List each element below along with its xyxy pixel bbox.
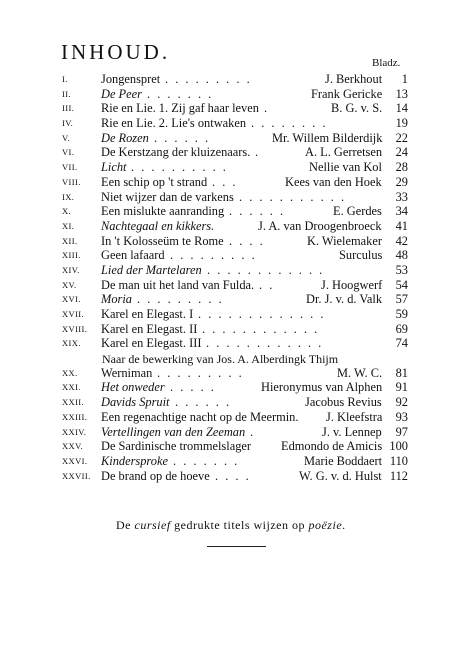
toc-leader-dots: . . . . . .: [154, 130, 211, 145]
toc-author: Nellie van Kol: [309, 160, 382, 175]
toc-row: [62, 248, 408, 263]
toc-page-number: 74: [395, 336, 408, 351]
toc-title: Lied der Martelaren: [101, 262, 202, 277]
toc-page-number: 93: [395, 409, 408, 424]
toc-page-number: 97: [395, 424, 408, 439]
toc-leader-dots: . .: [259, 277, 275, 292]
toc-row: [62, 131, 408, 146]
toc-page-number: 22: [395, 130, 408, 145]
toc-row: [62, 395, 408, 410]
toc-title: Karel en Elegast. III: [101, 336, 202, 351]
toc-title: De Peer: [101, 86, 142, 101]
toc-author: W. G. v. d. Hulst: [299, 468, 382, 483]
toc-row: [62, 145, 408, 160]
toc-page-number: 28: [395, 160, 408, 175]
toc-row: [62, 116, 408, 131]
toc-leader-dots: .: [250, 424, 256, 439]
footnote-text-start: De: [116, 518, 131, 532]
toc-number: XVII.: [62, 309, 85, 319]
toc-page-number: 54: [395, 277, 408, 292]
toc-title: Moria: [101, 292, 132, 307]
toc-page-number: 24: [395, 145, 408, 160]
toc-number: XV.: [62, 279, 77, 290]
toc-leader-dots: .: [255, 145, 261, 160]
toc-leader-dots: . . . . . . . . . . . .: [202, 321, 320, 336]
toc-page-number: 19: [395, 116, 408, 131]
toc-leader-dots: . . . .: [229, 233, 265, 248]
toc-number: XXV.: [62, 441, 84, 452]
toc-author: A. L. Gerretsen: [305, 145, 383, 160]
toc-author: Kees van den Hoek: [285, 174, 382, 189]
toc-title: De Rozen: [101, 130, 149, 145]
toc-row: [62, 278, 408, 293]
toc-author: J. Berkhout: [325, 72, 383, 86]
toc-number: XXI.: [62, 382, 81, 393]
toc-row: [62, 263, 408, 278]
toc-title: De man uit het land van Fulda.: [101, 277, 255, 292]
toc-leader-dots: . . . . . .: [175, 395, 232, 410]
toc-row: [62, 410, 408, 425]
toc-author: Marie Boddaert: [304, 453, 383, 468]
toc-row: [62, 204, 408, 219]
toc-page-number: 14: [395, 101, 408, 116]
toc-page-number: 57: [395, 292, 408, 307]
toc-number: XXVI.: [62, 455, 88, 466]
toc-page-number: 34: [395, 204, 408, 219]
toc-leader-dots: . . . . . . . .: [251, 116, 328, 131]
toc-title: Karel en Elegast. II: [101, 321, 198, 336]
footnote-text-middle: gedrukte titels wijzen op: [174, 518, 305, 532]
toc-author: J. Kleefstra: [326, 409, 383, 424]
page-column-label: Bladz.: [372, 57, 401, 69]
toc-row: [62, 366, 408, 381]
toc-title: Kindersproke: [101, 453, 168, 468]
toc-title: Davids Spruit: [101, 395, 170, 410]
toc-page-number: 81: [395, 365, 408, 380]
source-note: Naar de bewerking van Jos. A. Alberdingk Thijm: [102, 351, 339, 366]
toc-page-number: 69: [395, 321, 408, 336]
toc-author: E. Gerdes: [333, 204, 382, 219]
toc-leader-dots: . . . . . . . . . . . .: [206, 336, 324, 351]
toc-number: XXII.: [62, 397, 85, 408]
toc-row: [62, 160, 408, 175]
toc-author: Dr. J. v. d. Valk: [306, 292, 383, 307]
toc-page-number: 110: [389, 453, 408, 468]
toc-page-number: 53: [395, 262, 408, 277]
toc-row: [62, 336, 408, 351]
toc-number: XVI.: [62, 294, 81, 305]
toc-title: Jongenspret: [101, 72, 161, 86]
toc-author: J. A. van Droogenbroeck: [258, 218, 382, 233]
toc-number: XXIV.: [62, 426, 87, 437]
toc-title: Niet wijzer dan de varkens: [101, 189, 234, 204]
toc-page-number: 59: [395, 307, 408, 321]
toc-row: [62, 425, 408, 440]
toc-leader-dots: . . . . . . . . .: [165, 72, 252, 86]
toc-row: [62, 292, 408, 307]
toc-number: XIV.: [62, 264, 80, 275]
toc-number: X.: [62, 206, 72, 217]
toc-author: Mr. Willem Bilderdijk: [272, 130, 383, 145]
toc-title: Karel en Elegast. I: [101, 307, 194, 321]
toc-number: XX.: [62, 367, 78, 378]
toc-title: Rie en Lie. 1. Zij gaf haar leven: [101, 101, 259, 116]
page-title: INHOUD.: [61, 40, 171, 64]
toc-row: [62, 190, 408, 205]
toc-leader-dots: .: [264, 101, 270, 116]
toc-leader-dots: . . . . . .: [229, 204, 286, 219]
toc-row: [62, 234, 408, 249]
toc-row: [62, 439, 408, 454]
toc-leader-dots: . . . . . . . . .: [157, 365, 244, 380]
toc-page-number: 33: [395, 189, 408, 204]
toc-list: [62, 72, 408, 483]
toc-title: Vertellingen van den Zeeman: [101, 424, 246, 439]
footnote: [116, 518, 346, 533]
toc-title: Een mislukte aanranding: [101, 204, 225, 219]
toc-number: XI.: [62, 220, 75, 231]
toc-leader-dots: . . . . . . . . . .: [131, 160, 228, 175]
toc-page-number: 92: [395, 395, 408, 410]
toc-leader-dots: . . . . .: [170, 380, 216, 395]
toc-leader-dots: . . . . . . . . . . . .: [207, 262, 325, 277]
toc-author: K. Wielemaker: [307, 233, 382, 248]
toc-author: J. v. Lennep: [322, 424, 382, 439]
toc-row: [62, 175, 408, 190]
toc-title: Nachtegaal en kikkers.: [101, 218, 215, 233]
toc-number: VI.: [62, 147, 75, 158]
toc-number: XIII.: [62, 250, 81, 261]
toc-author: Edmondo de Amicis: [281, 439, 383, 454]
toc-title: De Sardinische trommelslager: [101, 439, 252, 454]
toc-leader-dots: . . . . . . . . .: [170, 248, 257, 263]
toc-page-number: 91: [395, 380, 408, 395]
toc-author: Jacobus Revius: [305, 395, 382, 410]
toc-number: I.: [62, 74, 68, 84]
toc-row: [62, 101, 408, 116]
toc-title: De Kerstzang der kluizenaars.: [101, 145, 251, 160]
toc-title: In 't Kolosseüm te Rome: [101, 233, 224, 248]
toc-author: Hieronymus van Alphen: [261, 380, 383, 395]
toc-row: [62, 380, 408, 395]
toc-title: Geen lafaard: [101, 248, 165, 263]
footnote-italic-word-2: poëzie: [308, 518, 343, 532]
toc-page-number: 48: [395, 248, 408, 263]
toc-number: V.: [62, 132, 70, 143]
footnote-italic-word: cursief: [134, 518, 171, 532]
toc-title: De brand op de hoeve: [101, 468, 210, 483]
toc-author: J. Hoogwerf: [321, 277, 383, 292]
toc-leader-dots: . . .: [212, 174, 238, 189]
toc-title: Het onweder: [101, 380, 165, 395]
toc-page-number: 13: [395, 86, 408, 101]
toc-number: XVIII.: [62, 323, 88, 334]
toc-row: [62, 219, 408, 234]
toc-number: II.: [62, 88, 71, 99]
toc-row: [62, 72, 408, 87]
footnote-text-end: .: [342, 518, 346, 532]
toc-row: [62, 307, 408, 322]
toc-title: Een regenachtige nacht op de Meermin.: [101, 409, 299, 424]
toc-leader-dots: . . . . . . . . .: [137, 292, 224, 307]
toc-page-number: 112: [389, 468, 408, 483]
toc-number: XXIII.: [62, 411, 88, 422]
toc-number: XXVII.: [62, 470, 91, 481]
toc-author: B. G. v. S.: [331, 101, 383, 116]
toc-number: VIII.: [62, 176, 81, 187]
toc-row: [62, 454, 408, 469]
toc-leader-dots: . . . . . . .: [173, 453, 240, 468]
toc-leader-dots: . . . . . . .: [147, 86, 214, 101]
toc-row: [62, 322, 408, 337]
toc-author: M. W. C.: [337, 365, 383, 380]
toc-number: IV.: [62, 118, 74, 129]
toc-author: Frank Gericke: [311, 86, 383, 101]
toc-page-number: 1: [401, 72, 408, 86]
toc-leader-dots: . . . . . . . . . . . . .: [198, 307, 326, 321]
toc-row: [62, 87, 408, 102]
toc-title: Werniman: [101, 365, 153, 380]
toc-number: XIX.: [62, 338, 81, 349]
toc-title: Licht: [101, 160, 127, 175]
toc-author: Surculus: [339, 248, 383, 263]
toc-number: III.: [62, 103, 75, 114]
toc-leader-dots: . . . .: [215, 468, 251, 483]
toc-title: Rie en Lie. 2. Lie's ontwaken: [101, 116, 247, 131]
toc-page-number: 29: [395, 174, 408, 189]
toc-leader-dots: . . . . . . . . . . .: [239, 189, 347, 204]
toc-page-number: 41: [395, 218, 408, 233]
toc-title: Een schip op 't strand: [101, 174, 208, 189]
toc-page-number: 100: [389, 439, 408, 454]
toc-number: VII.: [62, 162, 78, 173]
toc-row: [62, 469, 408, 484]
toc-page-number: 42: [395, 233, 408, 248]
toc-number: XII.: [62, 235, 78, 246]
toc-number: IX.: [62, 191, 75, 202]
closing-rule: [207, 546, 266, 547]
